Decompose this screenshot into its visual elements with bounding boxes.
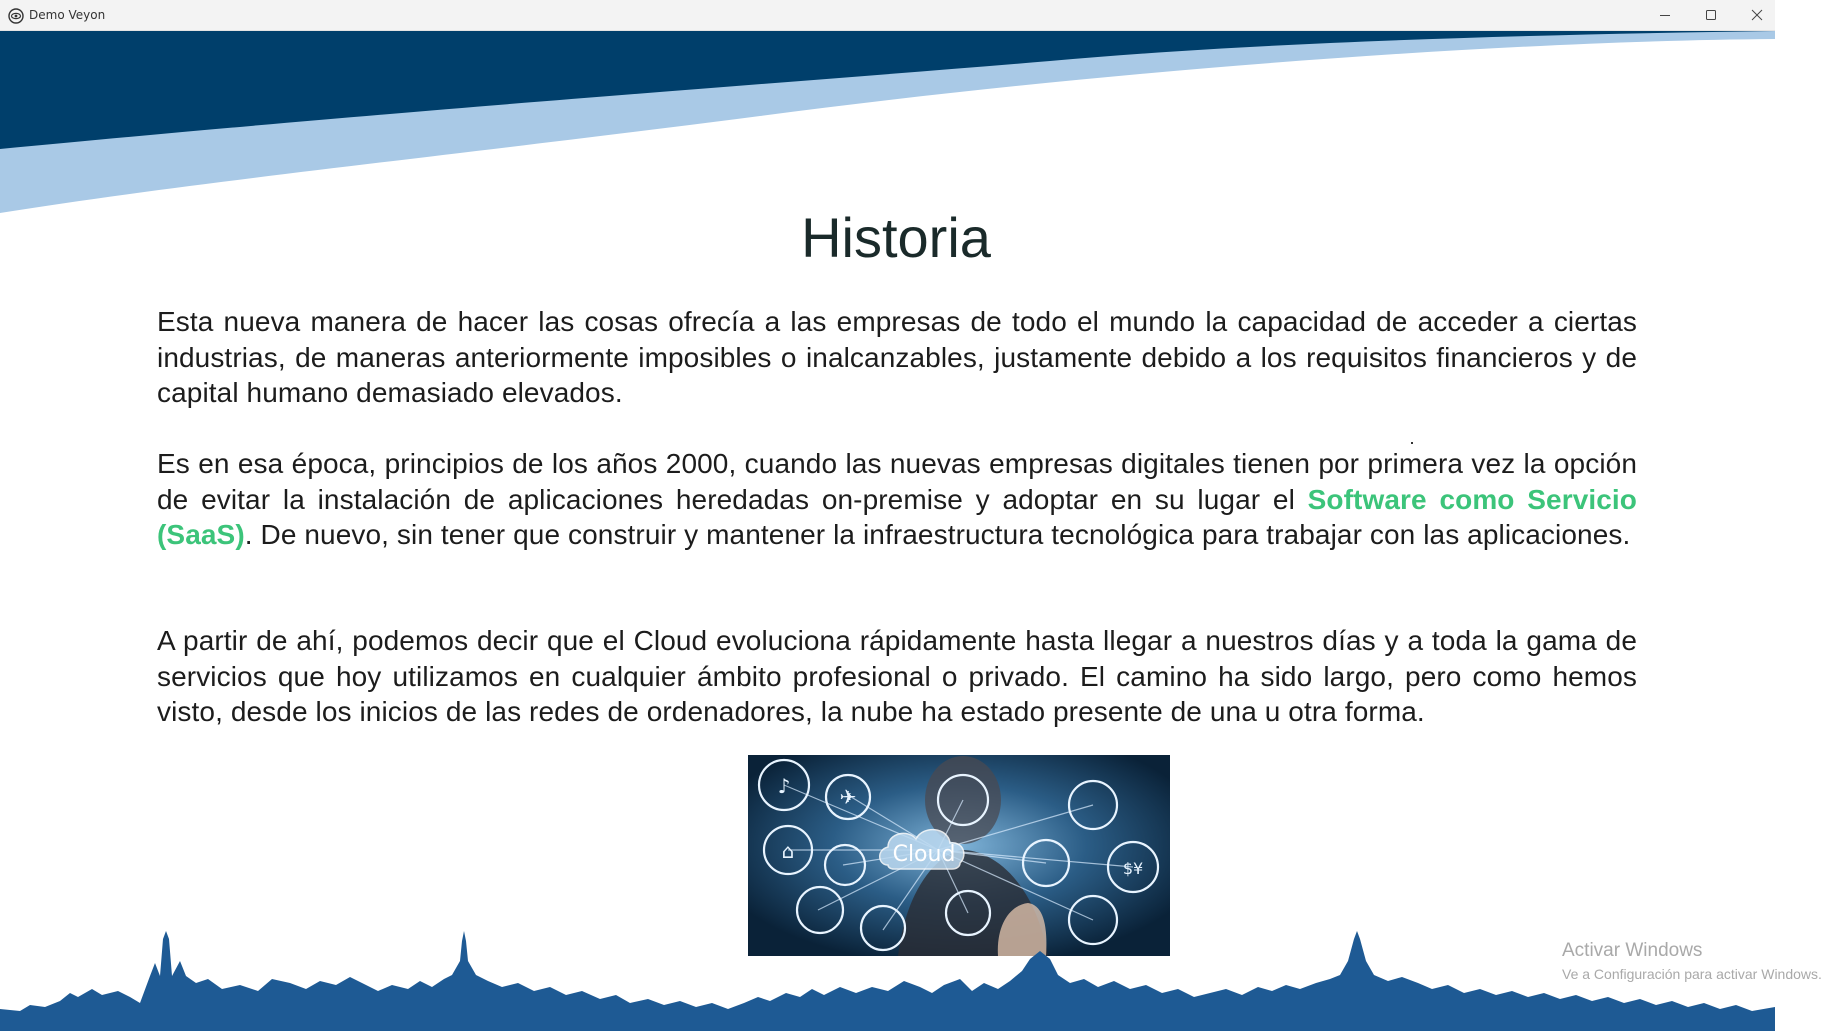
stray-dot — [1411, 442, 1413, 444]
watermark-title: Activar Windows — [1562, 940, 1703, 961]
slide-title: Historia — [801, 206, 991, 269]
paragraph-3: A partir de ahí, podemos decir que el Cloud evoluciona rápidamente hasta llegar a nuestros días y a toda la gama de servicios que hoy utilizamos en cualquier ámbito profesional o privado. El camino ha sido largo, pero como hemos visto, desde los inicios de las redes de ordenadores, la nube ha estado presente de una u otra forma. — [157, 625, 1637, 727]
maximize-icon — [1706, 10, 1716, 20]
paragraph-1: Esta nueva manera de hacer las cosas ofrecía a las empresas de todo el mundo la capacidad de acceder a ciertas industrias, de maneras anteriormente imposibles o inalcanzables, justamente debido a los requisitos financieros y de capital humano demasiado elevados. — [157, 306, 1637, 408]
paragraph-2-end: . De nuevo, sin tener que construir y mantener la infraestructura tecnológica para trabajar con las aplicaciones. — [244, 519, 1631, 550]
presentation-slide — [0, 31, 1822, 1031]
close-button[interactable] — [1734, 0, 1780, 30]
windows-activation-watermark — [1562, 939, 1822, 983]
svg-text:✈: ✈ — [839, 785, 857, 809]
paragraph-2 — [157, 446, 1637, 553]
watermark-subtitle: Ve a Configuración para activar Windows. — [1562, 966, 1822, 982]
saas-highlight: Software como Servicio (SaaS) — [157, 483, 1637, 550]
header-wave-decoration — [0, 31, 1775, 221]
maximize-button[interactable] — [1688, 0, 1734, 30]
close-icon — [1752, 10, 1762, 20]
cloud-label: Cloud — [892, 842, 956, 867]
minimize-icon — [1660, 10, 1670, 20]
svg-text:$¥: $¥ — [1122, 859, 1144, 878]
city-skyline-decoration — [0, 931, 1775, 1031]
window-title: Demo Veyon — [29, 8, 106, 22]
svg-text:⌂: ⌂ — [781, 839, 795, 863]
paragraph-2-start: Es en esa época, principios de los años 2000, cuando las nuevas empresas digitales tienen por primera vez la opción de evitar la instalación de aplicaciones heredadas on-premise y adoptar en su lugar el — [157, 448, 1637, 515]
minimize-button[interactable] — [1642, 0, 1688, 30]
title-bar[interactable] — [0, 0, 1775, 31]
veyon-eye-icon — [8, 8, 24, 24]
cloud-computing-image — [748, 755, 1170, 956]
svg-text:♪: ♪ — [777, 774, 791, 798]
